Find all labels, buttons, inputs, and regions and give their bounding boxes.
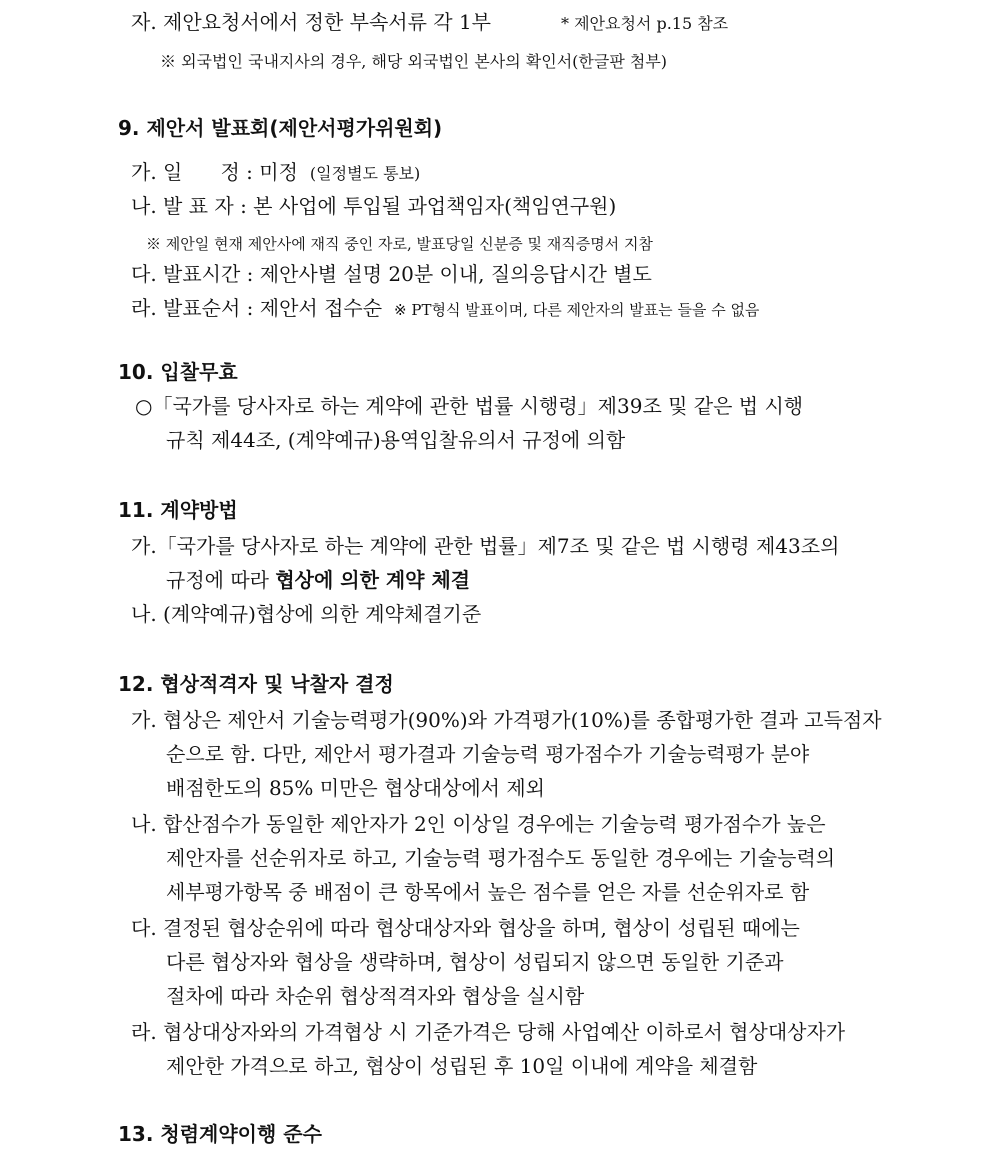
s9-item-d-line <box>131 294 911 324</box>
s12-item-c-line-1: 다. 결정된 협상순위에 따라 협상대상자와 협상을 하며, 협상이 성립된 때에는 <box>131 916 800 940</box>
s9-note: ※ 제안일 현재 제안사에 재직 중인 자로, 발표당일 신분증 및 재직증명서 지참 <box>146 235 653 253</box>
s9-item-d-text: 라. 발표순서 : 제안서 접수순 <box>131 296 383 320</box>
s12-item-b-line-3: 세부평가항목 중 배점이 큰 항목에서 높은 점수를 얻은 자를 선순위자로 함 <box>166 880 810 904</box>
s12-item-c-line-2: 다른 협상자와 협상을 생략하며, 협상이 성립되지 않으면 동일한 기준과 <box>166 950 784 974</box>
s9-item-c: 다. 발표시간 : 제안사별 설명 20분 이내, 질의응답시간 별도 <box>131 262 652 286</box>
item-ja-note: * 제안요청서 p.15 참조 <box>561 14 729 33</box>
s12-item-a-line-3: 배점한도의 85% 미만은 협상대상에서 제외 <box>166 776 546 800</box>
s12-item-c-line-3: 절차에 따라 차순위 협상적격자와 협상을 실시함 <box>166 984 585 1008</box>
foreign-branch-note: ※ 외국법인 국내지사의 경우, 해당 외국법인 본사의 확인서(한글판 첨부) <box>160 52 668 71</box>
section-12-heading: 12. 협상적격자 및 낙찰자 결정 <box>118 672 394 696</box>
s12-item-b-line-1: 나. 합산점수가 동일한 제안자가 2인 이상일 경우에는 기술능력 평가점수가 높은 <box>131 812 826 836</box>
s11-item-a-line-1: 가.「국가를 당사자로 하는 계약에 관한 법률」제7조 및 같은 법 시행령 제43조의 <box>131 534 840 558</box>
s11-item-a-text: 규정에 따라 <box>166 568 269 592</box>
section-10-heading: 10. 입찰무효 <box>118 360 238 384</box>
s12-item-d-line-2: 제안한 가격으로 하고, 협상이 성립된 후 10일 이내에 계약을 체결함 <box>166 1054 758 1078</box>
s10-line-2: 규칙 제44조, (계약예규)용역입찰유의서 규정에 의함 <box>166 428 626 452</box>
section-11-heading: 11. 계약방법 <box>118 498 238 522</box>
s12-item-b-line-2: 제안자를 선순위자로 하고, 기술능력 평가점수도 동일한 경우에는 기술능력의 <box>166 846 836 870</box>
s9-item-b: 나. 발 표 자 : 본 사업에 투입될 과업책임자(책임연구원) <box>131 194 617 218</box>
item-ja-line <box>131 8 831 38</box>
section-9-heading: 9. 제안서 발표회(제안서평가위원회) <box>118 116 443 140</box>
s9-item-d-note: ※ PT형식 발표이며, 다른 제안자의 발표는 들을 수 없음 <box>394 301 760 319</box>
s10-line-1: ○「국가를 당사자로 하는 계약에 관한 법률 시행령」제39조 및 같은 법 시행 <box>135 394 804 418</box>
s11-item-a-bold: 협상에 의한 계약 체결 <box>275 568 471 592</box>
s12-item-d-line-1: 라. 협상대상자와의 가격협상 시 기준가격은 당해 사업예산 이하로서 협상대상자가 <box>131 1020 846 1044</box>
s9-item-a-note: (일정별도 통보) <box>309 164 421 183</box>
s9-item-a-line <box>131 158 731 188</box>
s12-item-a-line-2: 순으로 함. 다만, 제안서 평가결과 기술능력 평가점수가 기술능력평가 분야 <box>166 742 810 766</box>
s11-item-a-line-2 <box>166 566 470 594</box>
s12-item-a-line-1: 가. 협상은 제안서 기술능력평가(90%)와 가격평가(10%)를 종합평가한 결과 고득점자 <box>131 708 882 732</box>
s11-item-b: 나. (계약예규)협상에 의한 계약체결기준 <box>131 602 482 626</box>
item-ja-text: 자. 제안요청서에서 정한 부속서류 각 1부 <box>131 10 491 34</box>
s9-item-a-text: 가. 일 정 : 미정 <box>131 160 298 184</box>
section-13-heading: 13. 청렴계약이행 준수 <box>118 1122 322 1146</box>
